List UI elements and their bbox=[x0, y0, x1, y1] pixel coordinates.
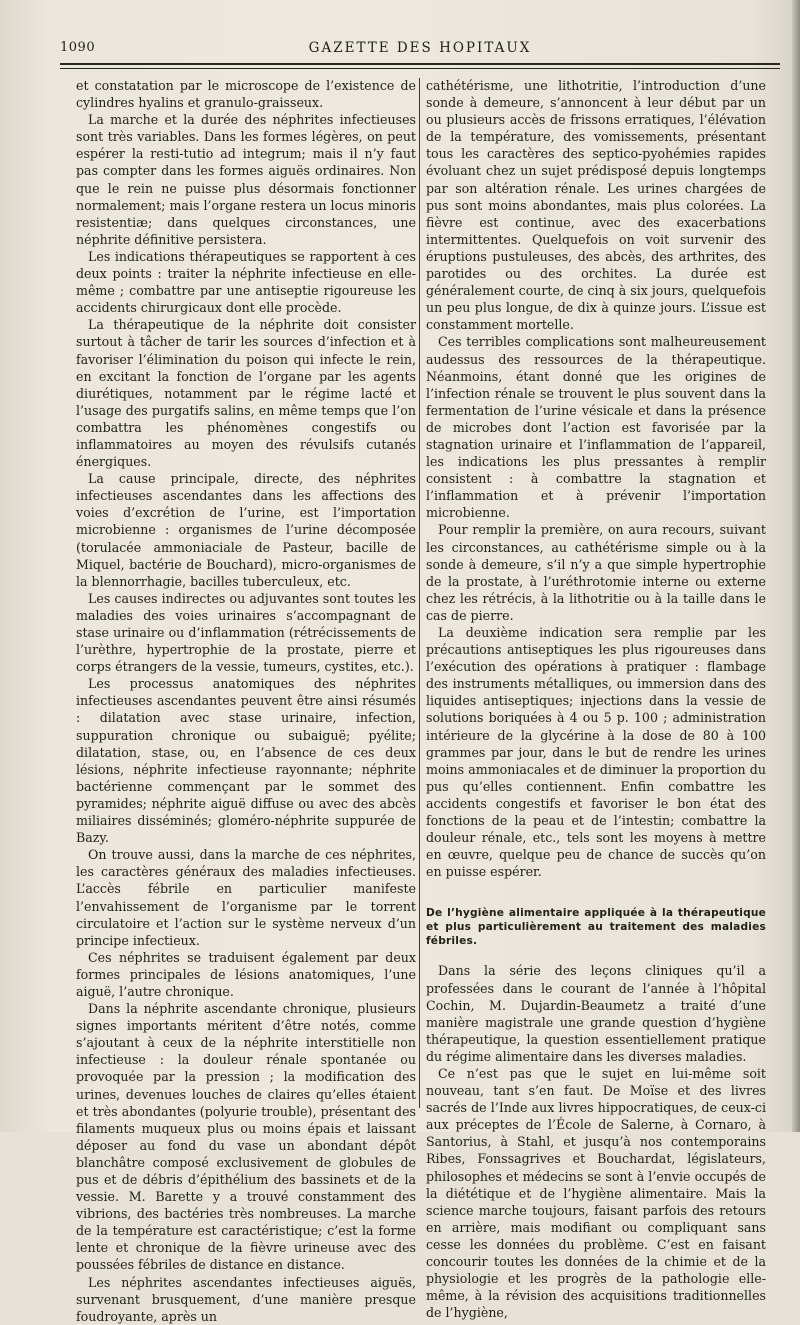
paragraph: Pour remplir la première, on aura recours, suivant les circonstances, au cathétérisme simple ou à la sonde à demeure, s’il n’y a que simple hypertrophie de la prostate, à l’uréthrotomie interne ou externe chez les rétrécis, à la lithotritie ou à la taille dans le cas de pierre. bbox=[426, 522, 766, 623]
paragraph: Ces néphrites se traduisent également par deux formes principales de lésions anatomiques, l’une aiguë, l’autre chronique. bbox=[76, 949, 416, 999]
paragraph: Dans la néphrite ascendante chronique, plusieurs signes importants méritent d’être notés, comme s’ajoutant à ceux de la néphrite interstitielle non infectieuse : la douleur rénale spontanée ou provoquée par la pression ; la modification des urines, devenues louches de claires qu’elles étaient et très abondantes (polyurie trouble), présentant des filaments muqueux plus ou moins épais et laissant déposer au fond du vase un abondant dépôt blanchâtre composé exclusivement de globules de pus et de débris d’épithélium des bassinets et de la vessie. M. Barette y a trouvé constamment des vibrions, des bactéries très nombreuses. La marche de la température est caractéristique; c’est la forme lente et chronique de la fièvre urineuse avec des poussées fébriles de distance en distance. bbox=[76, 1001, 416, 1273]
section-heading: De l’hygiène alimentaire appliquée à la thérapeutique et plus particulièrement au traitement des maladies fébriles. bbox=[426, 907, 766, 948]
right-column bbox=[426, 77, 766, 1321]
page-spine-shadow bbox=[792, 0, 800, 1132]
left-column bbox=[76, 77, 416, 1325]
paragraph: Les indications thérapeutiques se rapportent à ces deux points : traiter la néphrite infectieuse en elle-même ; combattre par une antiseptie rigoureuse les accidents chirurgicaux dont elle procède. bbox=[76, 248, 416, 316]
paragraph: La deuxième indication sera remplie par les précautions antiseptiques les plus rigoureuses dans l’exécution des opérations à pratiquer : flambage des instruments métalliques, ou immersion dans des liquides antiseptiques; injections dans la vessie de solutions boriquées à 4 ou 5 p. 100 ; administration intérieure de la glycérine à la dose de 80 à 100 grammes par jour, dans le but de rendre les urines moins ammoniacales et de diminuer la proportion du pus qu’elles contiennent. Enfin combattre les accidents congestifs et favoriser le bon état des fonctions de la peau et de l’intestin; combattre la douleur rénale, etc., tels sont les moyens à mettre en œuvre, quelque peu de chance de succès qu’on en puisse espérer. bbox=[426, 625, 766, 880]
paragraph: cathétérisme, une lithotritie, l’introduction d’une sonde à demeure, s’annoncent à leur début par un ou plusieurs accès de frissons erratiques, l’élévation de la température, des vomissements, présentant tous les caractères des septico-pyohémies rapides évoluant chez un sujet prédisposé depuis longtemps par son altération rénale. Les urines chargées de pus sont moins abondantes, mais plus colorées. La fièvre est continue, avec des exacerbations intermittentes. Quelquefois on voit survenir des éruptions pustuleuses, des abcès, des arthrites, des parotides ou des orchites. La durée est généralement courte, de cinq à six jours, quelquefois un peu plus longue, de dix à quinze jours. L’issue est constamment mortelle. bbox=[426, 78, 766, 333]
header-rule-thin bbox=[60, 68, 780, 69]
paragraph: Les processus anatomiques des néphrites infectieuses ascendantes peuvent être ainsi résumés : dilatation avec stase urinaire, infection, suppuration chronique ou subaiguë; pyélite; dilatation, stase, ou, en l’absence de ces deux lésions, néphrite infectieuse rayonnante; néphrite bactérienne commençant par le sommet des pyramides; néphrite aiguë diffuse ou avec des abcès miliaires disséminés; gloméro-néphrite suppurée de Bazy. bbox=[76, 676, 416, 846]
paragraph: Ces terribles complications sont malheureusement audessus des ressources de la thérapeutique. Néanmoins, étant donné que les origines de l’infection rénale se trouvent le plus souvent dans la fermentation de l’urine vésicale et dans la présence de microbes dont l’action est favorisée par la stagnation urinaire et l’inflammation de l’appareil, les indications les plus pressantes à remplir consistent : à combattre la stagnation et l’inflammation et à prévenir l’importation microbienne. bbox=[426, 334, 766, 521]
paragraph: Dans la série des leçons cliniques qu’il a professées dans le courant de l’année à l’hôpital Cochin, M. Dujardin-Beaumetz a traité d’une manière magistrale une grande question d’hygiène thérapeutique, la question essentiellement pratique du régime alimentaire dans les diverses maladies. bbox=[426, 963, 766, 1064]
page-header bbox=[60, 40, 780, 58]
paragraph: Ce n’est pas que le sujet en lui-même soit nouveau, tant s’en faut. De Moïse et des livres sacrés de l’Inde aux livres hippocratiques, de ceux-ci aux préceptes de l’École de Salerne, à Cornaro, à Santorius, à Stahl, et jusqu’à nos contemporains Ribes, Fonssagrives et Bouchardat, législateurs, philosophes et médecins se sont à l’envie occupés de la diététique et de l’hygiène alimentaire. Mais la science marche toujours, faisant parfois des retours en arrière, mais modifiant ou compliquant sans cesse les données du problème. C’est en faisant concourir toutes les données de la chimie et de la physiologie et les progrès de la pathologie elle-même, à la révision des acquisitions traditionnelles de l’hygiène, bbox=[426, 1065, 766, 1321]
paragraph: La cause principale, directe, des néphrites infectieuses ascendantes dans les affections des voies d’excrétion de l’urine, est l’importation microbienne : organismes de l’urine décomposée (torulacée ammoniaciale de Pasteur, bacille de Miquel, bactérie de Bouchard), micro-organismes de la blennorrhagie, bacilles tuberculeux, etc. bbox=[76, 471, 416, 589]
page-number: 1090 bbox=[60, 40, 96, 55]
paragraph: et constatation par le microscope de l’existence de cylindres hyalins et granulo-graisseux. bbox=[76, 78, 416, 111]
journal-title: GAZETTE DES HOPITAUX bbox=[308, 40, 532, 56]
paragraph: On trouve aussi, dans la marche de ces néphrites, les caractères généraux des maladies infectieuses. L’accès fébrile en particulier manifeste l’envahissement de l’organisme par le torrent circulatoire et l’action sur le système nerveux d’un principe infectieux. bbox=[76, 847, 416, 948]
paragraph: La thérapeutique de la néphrite doit consister surtout à tâcher de tarir les sources d’infection et à favoriser l’élimination du poison qui infecte le rein, en excitant la fonction de l’organe par les agents diurétiques, notamment par le régime lacté et l’usage des purgatifs salins, en même temps que l’on combattra les phénomènes congestifs ou inflammatoires au moyen des révulsifs cutanés énergiques. bbox=[76, 317, 416, 470]
column-divider bbox=[419, 78, 420, 1108]
header-rule-thick bbox=[60, 63, 780, 65]
paragraph: Les néphrites ascendantes infectieuses aiguës, survenant brusquement, d’une manière presque foudroyante, après un bbox=[76, 1274, 416, 1324]
paragraph: Les causes indirectes ou adjuvantes sont toutes les maladies des voies urinaires s’accompagnant de stase urinaire ou d’inflammation (rétrécissements de l’urèthre, hypertrophie de la prostate, pierre et corps étrangers de la vessie, tumeurs, cystites, etc.). bbox=[76, 590, 416, 675]
paragraph: La marche et la durée des néphrites infectieuses sont très variables. Dans les formes légères, on peut espérer la resti-tutio ad integrum; mais il n’y faut pas compter dans les formes aiguës ordinaires. Non que le rein ne puisse plus désormais fonctionner normalement; mais l’organe restera un locus minoris resistentiæ; dans quelques circonstances, une néphrite définitive persistera. bbox=[76, 112, 416, 247]
